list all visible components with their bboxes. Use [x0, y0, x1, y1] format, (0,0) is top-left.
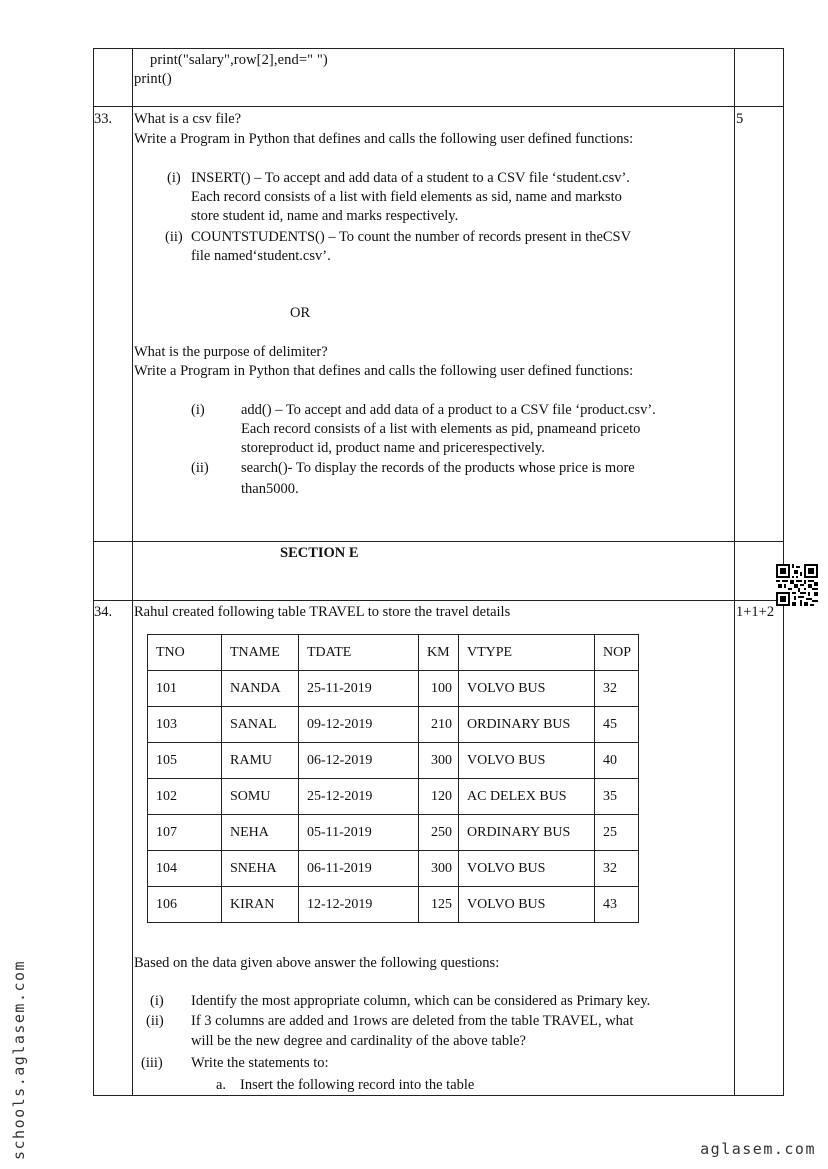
table-cell: 102	[148, 779, 222, 815]
table-cell: ORDINARY BUS	[459, 707, 595, 743]
col-border	[93, 48, 94, 1096]
table-cell: 25	[595, 815, 639, 851]
table-row	[148, 707, 639, 743]
table-cell: 106	[148, 887, 222, 923]
table-cell: 300	[419, 743, 459, 779]
table-cell: NANDA	[222, 671, 299, 707]
table-cell: 25-11-2019	[299, 671, 419, 707]
table-cell: VOLVO BUS	[459, 887, 595, 923]
table-header-cell: TNAME	[222, 635, 299, 671]
table-cell: 32	[595, 671, 639, 707]
table-cell: VOLVO BUS	[459, 671, 595, 707]
table-cell: 107	[148, 815, 222, 851]
table-cell: KIRAN	[222, 887, 299, 923]
table-row	[148, 743, 639, 779]
subpart-number: (iii)	[141, 1055, 163, 1071]
col-border	[132, 48, 133, 1096]
table-cell: VOLVO BUS	[459, 851, 595, 887]
subpart-number: (i)	[191, 402, 205, 418]
footer-watermark: aglasem.com	[700, 1140, 816, 1158]
subpart-text: search()- To display the records of the products whose price is more	[241, 460, 635, 476]
question-marks: 5	[736, 111, 744, 127]
table-cell: 06-12-2019	[299, 743, 419, 779]
subpart-text: store student id, name and marks respectively.	[191, 208, 459, 224]
subpart-text: Write the statements to:	[191, 1055, 329, 1071]
table-cell: ORDINARY BUS	[459, 815, 595, 851]
table-cell: 06-11-2019	[299, 851, 419, 887]
table-cell: 43	[595, 887, 639, 923]
table-cell: 45	[595, 707, 639, 743]
question-text: Rahul created following table TRAVEL to store the travel details	[134, 604, 511, 620]
table-cell: 101	[148, 671, 222, 707]
table-cell: 32	[595, 851, 639, 887]
table-cell: VOLVO BUS	[459, 743, 595, 779]
subpart-number: (ii)	[191, 460, 209, 476]
table-cell: 210	[419, 707, 459, 743]
table-header-cell: KM	[419, 635, 459, 671]
table-cell: 105	[148, 743, 222, 779]
table-cell: AC DELEX BUS	[459, 779, 595, 815]
question-text: What is a csv file?	[134, 111, 242, 127]
code-line: print("salary",row[2],end=" ")	[150, 52, 328, 68]
row-border	[93, 48, 784, 49]
subpart-text: add() – To accept and add data of a product to a CSV file ‘product.csv’.	[241, 402, 656, 418]
subpart-number: a.	[216, 1077, 227, 1093]
subpart-text: than5000.	[241, 481, 299, 497]
table-row	[148, 887, 639, 923]
question-marks: 1+1+2	[736, 604, 775, 620]
subpart-text: Each record consists of a list with field elements as sid, name and marksto	[191, 189, 622, 205]
table-cell: 09-12-2019	[299, 707, 419, 743]
row-border	[93, 600, 784, 601]
question-text: What is the purpose of delimiter?	[134, 344, 328, 360]
table-cell: 120	[419, 779, 459, 815]
side-watermark: schools.aglasem.com	[10, 959, 28, 1160]
table-cell: 35	[595, 779, 639, 815]
code-line: print()	[134, 71, 172, 87]
table-header-cell: NOP	[595, 635, 639, 671]
table-cell: SNEHA	[222, 851, 299, 887]
table-row	[148, 671, 639, 707]
table-cell: SOMU	[222, 779, 299, 815]
table-row	[148, 851, 639, 887]
subpart-text: will be the new degree and cardinality of the above table?	[191, 1033, 526, 1049]
table-cell: 25-12-2019	[299, 779, 419, 815]
table-header-cell: TDATE	[299, 635, 419, 671]
row-border	[93, 1095, 784, 1096]
subpart-text: Identify the most appropriate column, which can be considered as Primary key.	[191, 993, 651, 1009]
table-cell: 250	[419, 815, 459, 851]
table-cell: 40	[595, 743, 639, 779]
question-number: 34.	[94, 604, 113, 620]
subpart-text: INSERT() – To accept and add data of a student to a CSV file ‘student.csv’.	[191, 170, 630, 186]
question-text: Based on the data given above answer the following questions:	[134, 955, 500, 971]
subpart-text: Each record consists of a list with elements as pid, pnameand priceto	[241, 421, 641, 437]
table-cell: NEHA	[222, 815, 299, 851]
subpart-number: (i)	[167, 170, 181, 186]
table-cell: 104	[148, 851, 222, 887]
table-header-cell: TNO	[148, 635, 222, 671]
subpart-number: (i)	[150, 993, 164, 1009]
subpart-number: (ii)	[165, 229, 183, 245]
qr-code-icon	[776, 564, 818, 606]
subpart-text: COUNTSTUDENTS() – To count the number of records present in theCSV	[191, 229, 632, 245]
question-text: Write a Program in Python that defines and calls the following user defined functions:	[134, 131, 634, 147]
row-border	[93, 106, 784, 107]
subpart-text: If 3 columns are added and 1rows are deleted from the table TRAVEL, what	[191, 1013, 634, 1029]
table-cell: 12-12-2019	[299, 887, 419, 923]
table-cell: SANAL	[222, 707, 299, 743]
table-header-row	[148, 635, 639, 671]
or-separator: OR	[290, 305, 311, 321]
table-cell: 103	[148, 707, 222, 743]
subpart-number: (ii)	[146, 1013, 164, 1029]
subpart-text: Insert the following record into the table	[240, 1077, 475, 1093]
travel-table	[147, 634, 639, 923]
table-header-cell: VTYPE	[459, 635, 595, 671]
table-cell: 125	[419, 887, 459, 923]
section-heading: SECTION E	[280, 545, 359, 561]
row-border	[93, 541, 784, 542]
table-cell: 300	[419, 851, 459, 887]
subpart-text: file named‘student.csv’.	[191, 248, 331, 264]
table-row	[148, 779, 639, 815]
table-cell: 100	[419, 671, 459, 707]
question-number: 33.	[94, 111, 113, 127]
col-border	[734, 48, 735, 1096]
subpart-text: storeproduct id, product name and pricerespectively.	[241, 440, 545, 456]
table-cell: RAMU	[222, 743, 299, 779]
question-text: Write a Program in Python that defines and calls the following user defined functions:	[134, 363, 634, 379]
table-row	[148, 815, 639, 851]
travel-table-body	[148, 635, 639, 923]
table-cell: 05-11-2019	[299, 815, 419, 851]
